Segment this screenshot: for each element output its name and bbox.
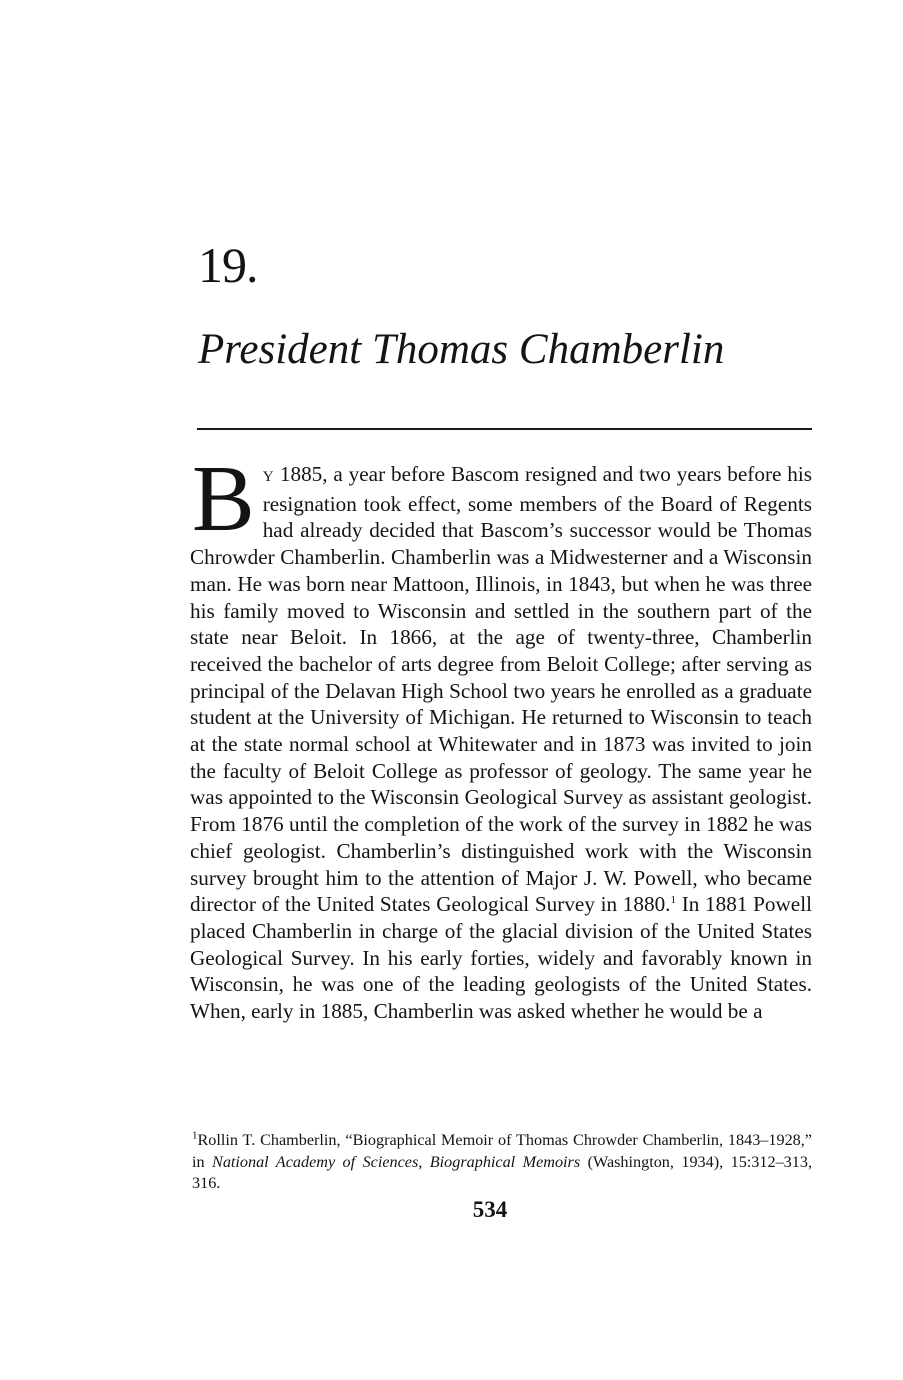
footnote-text-end: (Washington, 1934), 15:312–313, 316.	[192, 1152, 812, 1192]
chapter-number: 19.	[198, 237, 258, 293]
chapter-title: President Thomas Chamberlin	[198, 326, 725, 373]
footnote-marker: 1	[192, 1129, 198, 1142]
footnote	[192, 1130, 812, 1195]
body-paragraph	[190, 447, 812, 1025]
drop-cap: B	[192, 447, 255, 551]
footnote-text: Rollin T. Chamberlin, “Biographical Memoir of Thomas Chrowder Chamberlin, 1843–1928,” in	[192, 1131, 812, 1171]
footnote-italic-title: National Academy of Sciences, Biographical Memoirs	[212, 1152, 581, 1171]
first-word-smallcaps: Y	[262, 469, 275, 485]
footnote-reference[interactable]: 1	[670, 894, 676, 907]
body-text-continued: In 1881 Powell placed Chamberlin in charge of the glacial division of the United States Geological Survey. In his early forties, widely and favorably known in Wisconsin, he was one of the leading geologists of the United States. When, early in 1885, Chamberlin was asked whether he would be a	[190, 892, 812, 1024]
body-text-main: 1885, a year before Bascom resigned and two years before his resignation took effect, some members of the Board of Regents had already decided that Bascom’s successor would be Thomas Chrowder Chamberlin. Chamberlin was a Midwesterner and a Wisconsin man. He was born near Mattoon, Illinois, in 1843, but when he was three his family moved to Wisconsin and settled in the southern part of the state near Beloit. In 1866, at the age of twenty-three, Chamberlin received the bachelor of arts degree from Beloit College; after serving as principal of the Delavan High School two years he enrolled as a graduate student at the University of Michigan. He returned to Wisconsin to teach at the state normal school at Whitewater and in 1873 was invited to join the faculty of Beloit College as professor of geology. The same year he was appointed to the Wisconsin Geological Survey as assistant geologist. From 1876 until the completion of the work of the survey in 1882 he was chief geologist. Chamberlin’s distinguished work with the Wisconsin survey brought him to the attention of Major J. W. Powell, who became director of the United States Geological Survey in 1880.	[190, 462, 812, 917]
page-number: 534	[472, 1197, 508, 1222]
title-divider	[197, 428, 812, 430]
